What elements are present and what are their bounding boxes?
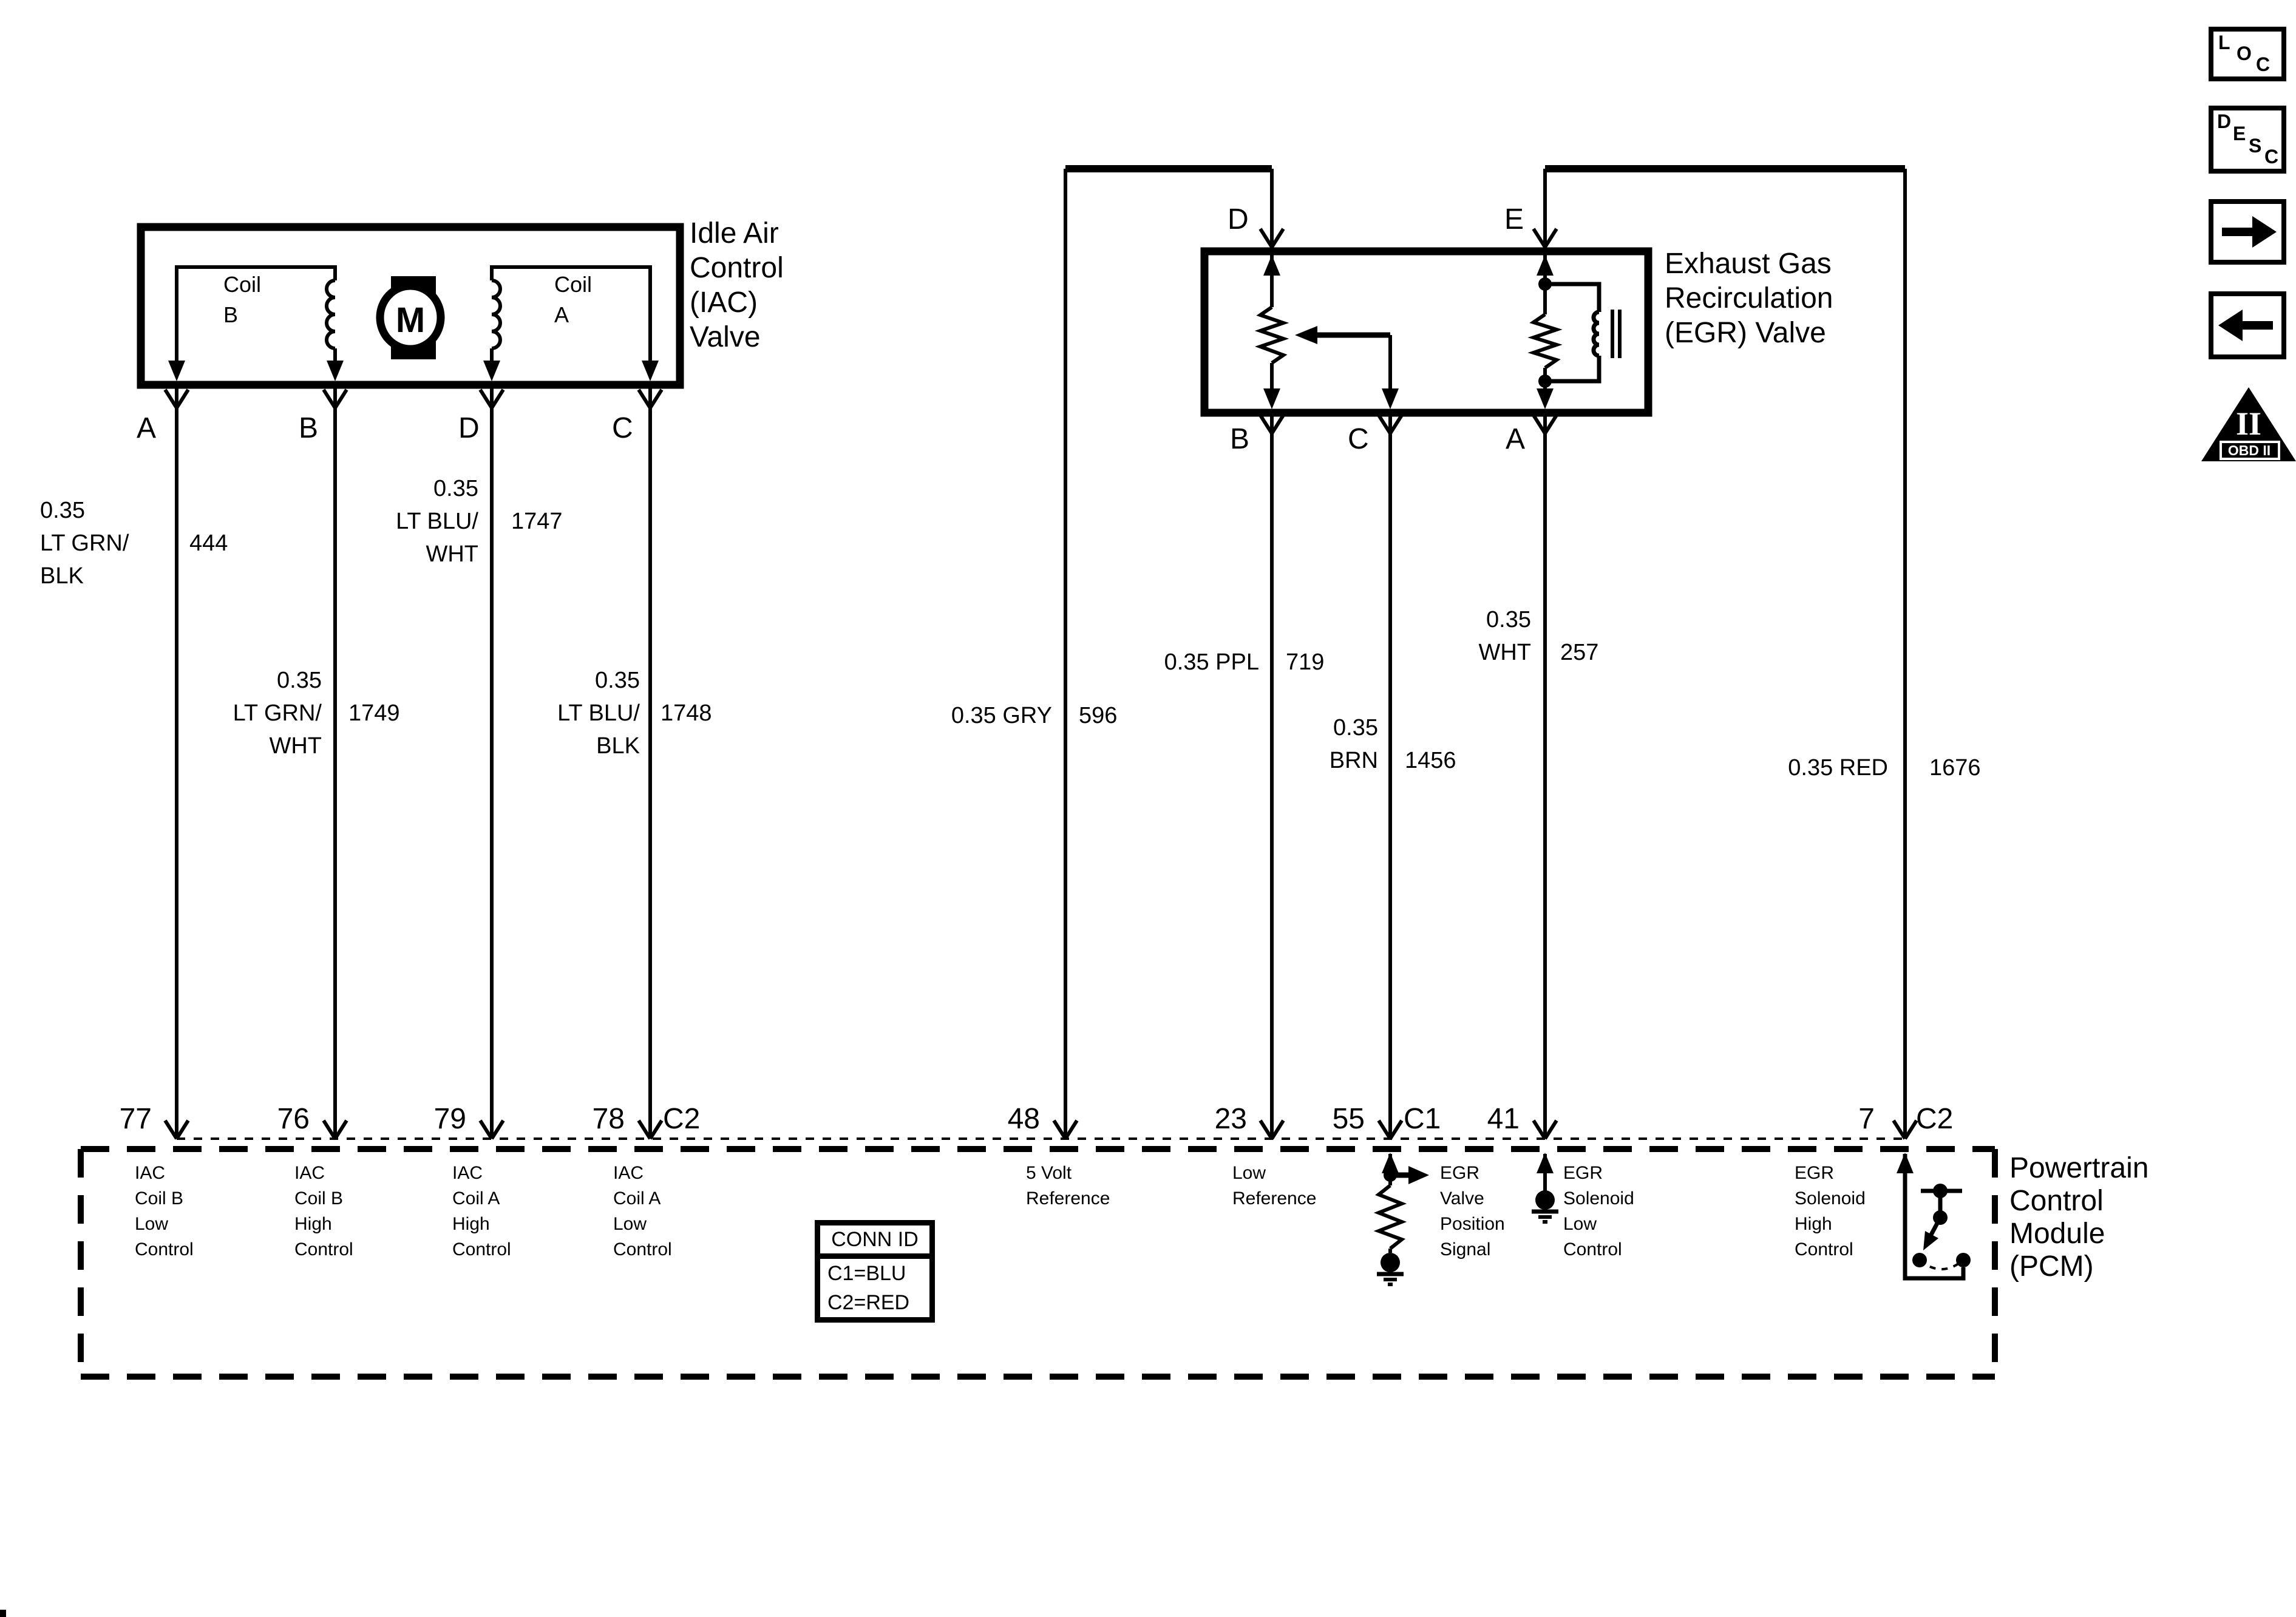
egr-solenoid-symbol xyxy=(1533,255,1620,409)
wire-iac-a-color2: BLK xyxy=(40,563,84,589)
obd2-label: OBD II xyxy=(2227,442,2271,458)
p55-l1: EGR xyxy=(1440,1163,1480,1183)
pcm-title-line1: Powertrain xyxy=(2009,1152,2149,1184)
egr-pin-d: D xyxy=(1228,203,1249,236)
iac-pin-d: D xyxy=(458,412,480,444)
pcm-pin7-number: 7 xyxy=(1858,1103,1875,1135)
wire-label-iac-b xyxy=(233,664,322,762)
pcm-pin41-label xyxy=(1563,1161,1634,1263)
pcm-pin55-circuit xyxy=(1377,1153,1429,1284)
desc-letter-c: C xyxy=(2264,146,2279,168)
pcm-conn-c2-right: C2 xyxy=(1916,1103,1954,1135)
wire-iac-c-size: 0.35 xyxy=(595,668,640,693)
wire-num-egr-b: 719 xyxy=(1286,649,1325,675)
wire-egr-a-size: 0.35 xyxy=(1486,607,1531,632)
p7-l2: Solenoid xyxy=(1795,1188,1866,1209)
wire-iac-c-color2: BLK xyxy=(596,733,640,759)
pcm-title-line2: Control xyxy=(2009,1185,2104,1217)
wire-label-egr-d: 0.35 GRY xyxy=(951,703,1052,728)
wire-label-iac-c xyxy=(557,664,640,762)
pcm-pin79-label xyxy=(452,1161,511,1263)
back-arrow-icon xyxy=(2213,296,2281,354)
pcm-pin7-circuit xyxy=(1897,1153,1971,1278)
egr-title-line1: Exhaust Gas xyxy=(1665,248,1832,280)
p23-l1: Low xyxy=(1232,1163,1266,1183)
pcm-title xyxy=(2009,1152,2148,1283)
desc-letter-d: D xyxy=(2217,110,2232,132)
p41-l4: Control xyxy=(1563,1239,1622,1259)
p77-l2: Coil B xyxy=(135,1188,184,1209)
iac-coil-b-label xyxy=(223,270,261,330)
scan-artifact xyxy=(0,1610,6,1617)
pcm-pin78-label xyxy=(613,1161,672,1263)
loc-letter-c: C xyxy=(2256,53,2271,75)
p48-l1: 5 Volt xyxy=(1026,1163,1072,1183)
wire-iac-d-color1: LT BLU/ xyxy=(396,509,478,534)
p7-l1: EGR xyxy=(1795,1163,1835,1183)
egr-position-sensor-symbol xyxy=(1260,255,1399,409)
wire-iac-c-color1: LT BLU/ xyxy=(557,700,640,726)
wire-label-iac-a xyxy=(40,494,129,592)
p76-l4: Control xyxy=(294,1239,353,1259)
egr-pin-a: A xyxy=(1506,423,1526,455)
p41-l2: Solenoid xyxy=(1563,1188,1634,1209)
wire-num-egr-e: 1676 xyxy=(1929,755,1981,781)
egr-title-line3: (EGR) Valve xyxy=(1665,317,1826,349)
p55-l3: Position xyxy=(1440,1214,1505,1234)
wire-egr-c-color: BRN xyxy=(1329,748,1378,773)
p23-l2: Reference xyxy=(1232,1188,1317,1209)
motor-letter: M xyxy=(395,300,426,340)
wire-label-iac-d xyxy=(396,472,478,571)
wire-num-iac-b: 1749 xyxy=(348,700,400,726)
egr-pin-b: B xyxy=(1230,423,1250,455)
wire-iac-d-size: 0.35 xyxy=(433,476,478,501)
pcm-pin23-label xyxy=(1232,1161,1316,1212)
wire-iac-b-color2: WHT xyxy=(269,733,322,759)
pcm-pin7-label xyxy=(1795,1161,1866,1263)
p78-l3: Low xyxy=(613,1214,647,1234)
pcm-pin48-number: 48 xyxy=(1007,1103,1040,1135)
conn-id-legend xyxy=(815,1220,935,1323)
pcm-pin78-number: 78 xyxy=(592,1103,625,1135)
wire-label-egr-e: 0.35 RED xyxy=(1788,755,1888,781)
wire-num-egr-c: 1456 xyxy=(1405,748,1456,773)
p76-l3: High xyxy=(294,1214,332,1234)
wire-num-iac-d: 1747 xyxy=(511,509,563,534)
iac-title-line3: (IAC) xyxy=(690,286,758,319)
p55-l2: Valve xyxy=(1440,1188,1484,1209)
iac-coil-a-label xyxy=(554,270,592,330)
wire-egr-a-color: WHT xyxy=(1478,640,1531,665)
p7-l3: High xyxy=(1795,1214,1832,1234)
conn-id-row-c1: C1=BLU xyxy=(827,1262,906,1285)
pcm-pin41-number: 41 xyxy=(1487,1103,1520,1135)
iac-title-line4: Valve xyxy=(690,321,761,353)
p76-l2: Coil B xyxy=(294,1188,344,1209)
wire-iac-a-size: 0.35 xyxy=(40,498,85,523)
wire-egr-c-size: 0.35 xyxy=(1333,715,1378,741)
loc-letter-l: L xyxy=(2218,32,2230,53)
p77-l1: IAC xyxy=(135,1163,166,1183)
p55-l4: Signal xyxy=(1440,1239,1491,1259)
p78-l4: Control xyxy=(613,1239,672,1259)
p78-l2: Coil A xyxy=(613,1188,661,1209)
forward-arrow-icon xyxy=(2213,204,2281,260)
pcm-pin76-label xyxy=(294,1161,353,1263)
p77-l3: Low xyxy=(135,1214,169,1234)
pcm-pin55-label xyxy=(1440,1161,1505,1263)
desc-letter-e: E xyxy=(2233,123,2246,144)
iac-title-line1: Idle Air xyxy=(690,217,779,249)
p79-l1: IAC xyxy=(452,1163,483,1183)
pcm-pin76-number: 76 xyxy=(277,1103,310,1135)
pcm-pin55-number: 55 xyxy=(1332,1103,1365,1135)
p7-l4: Control xyxy=(1795,1239,1853,1259)
pcm-title-line4: (PCM) xyxy=(2009,1250,2094,1283)
loc-letter-o: O xyxy=(2237,42,2252,64)
wire-label-egr-a xyxy=(1478,603,1531,669)
pcm-pin79-number: 79 xyxy=(433,1103,466,1135)
pcm-pin41-circuit xyxy=(1532,1153,1558,1222)
desc-letter-s: S xyxy=(2249,135,2262,157)
wire-num-iac-a: 444 xyxy=(189,531,228,556)
wire-label-egr-b: 0.35 PPL xyxy=(1164,649,1259,675)
p41-l1: EGR xyxy=(1563,1163,1603,1183)
obd2-numeral: II xyxy=(2235,405,2262,442)
p78-l1: IAC xyxy=(613,1163,644,1183)
coil-b-line2: B xyxy=(223,302,239,327)
loc-button[interactable] xyxy=(2209,27,2286,81)
obd2-badge xyxy=(2200,386,2296,463)
p79-l2: Coil A xyxy=(452,1188,500,1209)
egr-pin-c: C xyxy=(1348,423,1369,455)
iac-title-line2: Control xyxy=(690,252,784,284)
egr-valve-title xyxy=(1665,246,1833,350)
wire-iac-b-color1: LT GRN/ xyxy=(233,700,322,726)
conn-id-title: CONN ID xyxy=(820,1225,929,1259)
obd2-triangle-icon xyxy=(2200,386,2296,463)
wire-iac-b-size: 0.35 xyxy=(277,668,322,693)
p48-l2: Reference xyxy=(1026,1188,1110,1209)
coil-b-line1: Coil xyxy=(223,272,262,297)
wire-num-egr-d: 596 xyxy=(1079,703,1118,728)
p76-l1: IAC xyxy=(294,1163,325,1183)
p79-l4: Control xyxy=(452,1239,511,1259)
pcm-pin77-number: 77 xyxy=(119,1103,152,1135)
pcm-conn-c2-left: C2 xyxy=(663,1103,701,1135)
iac-valve-title xyxy=(690,216,784,354)
wire-num-iac-c: 1748 xyxy=(661,700,712,726)
previous-page-button[interactable] xyxy=(2209,291,2286,359)
iac-pin-c: C xyxy=(612,412,633,444)
egr-pin-e: E xyxy=(1504,203,1524,236)
next-page-button[interactable] xyxy=(2209,199,2286,265)
iac-pin-a: A xyxy=(137,412,157,444)
conn-id-row-c2: C2=RED xyxy=(827,1291,910,1314)
desc-button[interactable] xyxy=(2209,106,2286,174)
pcm-title-line3: Module xyxy=(2009,1218,2105,1250)
iac-pin-b: B xyxy=(299,412,319,444)
egr-title-line2: Recirculation xyxy=(1665,282,1833,314)
pcm-pin77-label xyxy=(135,1161,194,1263)
pcm-conn-c1: C1 xyxy=(1404,1103,1441,1135)
pcm-pin48-label xyxy=(1026,1161,1110,1212)
coil-a-line2: A xyxy=(554,302,569,327)
p41-l3: Low xyxy=(1563,1214,1597,1234)
pcm-connector-row xyxy=(165,1120,1917,1139)
pcm-pin23-number: 23 xyxy=(1214,1103,1247,1135)
wire-num-egr-a: 257 xyxy=(1560,640,1599,665)
wire-label-egr-c xyxy=(1330,711,1378,777)
p77-l4: Control xyxy=(135,1239,194,1259)
p79-l3: High xyxy=(452,1214,490,1234)
coil-a-line1: Coil xyxy=(554,272,593,297)
wire-iac-a-color1: LT GRN/ xyxy=(40,531,129,556)
wire-iac-d-color2: WHT xyxy=(426,541,478,567)
